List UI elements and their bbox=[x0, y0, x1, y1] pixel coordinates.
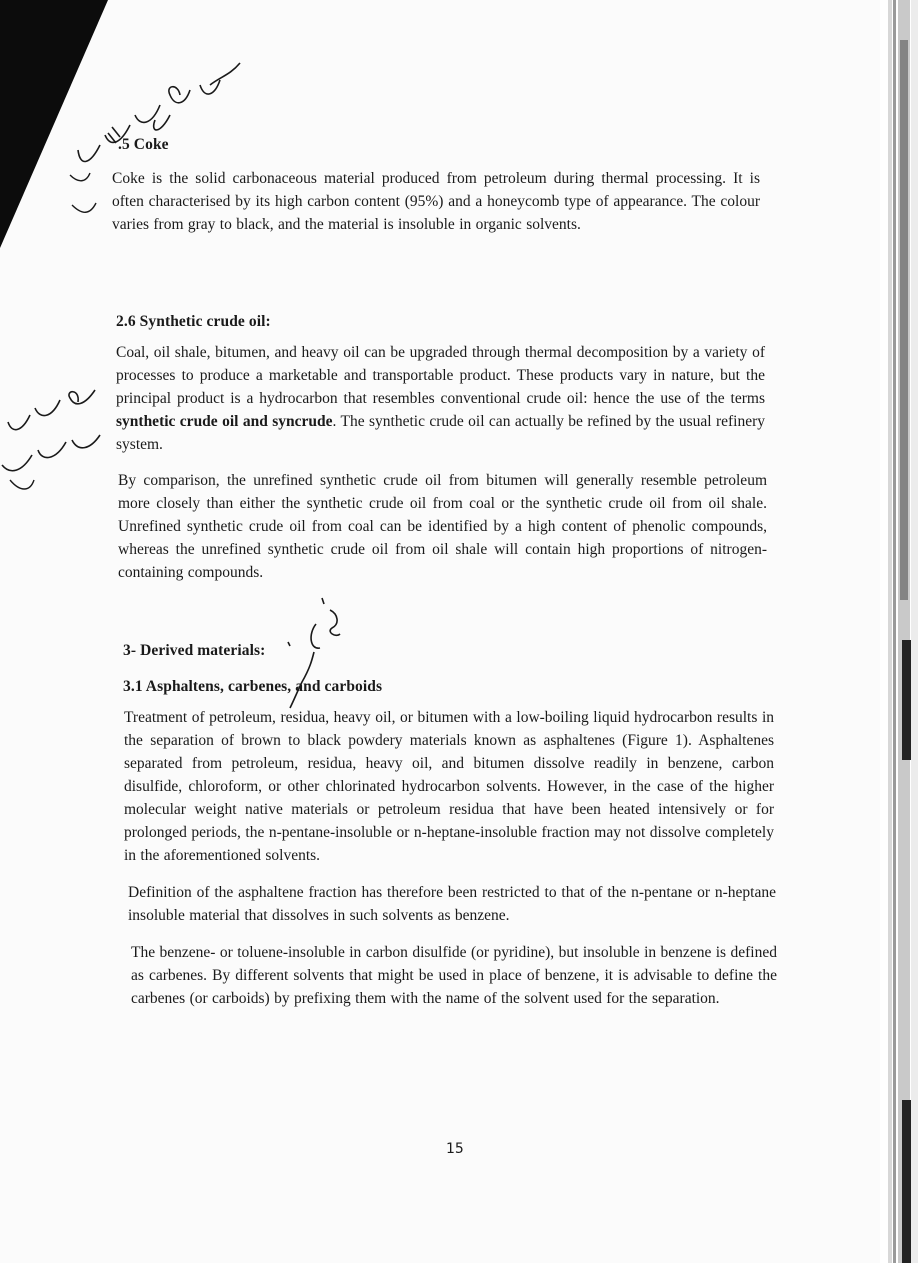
handwritten-note-left bbox=[0, 380, 110, 510]
asphaltenes-paragraph-2: Definition of the asphaltene fraction has therefore been restricted to that of the n-pentane or n-heptane insoluble material that dissolves in such solvents as benzene. bbox=[128, 884, 776, 924]
synthetic-crude-heading: 2.6 Synthetic crude oil: bbox=[116, 313, 271, 330]
synthetic-crude-paragraph-2: By comparison, the unrefined synthetic crude oil from bitumen will generally resemble petroleum more closely than either the synthetic crude oil from coal or the synthetic crude oil from oil shale. Unrefined synthetic crude oil from coal can be identified by a high content of phenolic compounds, whereas the unrefined synthetic crude oil from oil shale will contain high proportions of nitrogen-containing compounds. bbox=[118, 472, 767, 581]
synthetic-crude-paragraph-1 bbox=[116, 341, 765, 456]
asphaltenes-heading: 3.1 Asphaltens, carbenes, and carboids bbox=[123, 678, 383, 695]
coke-paragraph: Coke is the solid carbonaceous material produced from petroleum during thermal processing. It is often characterised by its high carbon content (95%) and a honeycomb type of appearance. The colour varies from gray to black, and the material is insoluble in organic solvents. bbox=[112, 170, 760, 233]
asphaltenes-paragraph-1: Treatment of petroleum, residua, heavy oil, or bitumen with a low-boiling liquid hydrocarbon results in the separation of brown to black powdery materials known as asphaltenes (Figure 1). Asphaltenes separated from petroleum, residua, heavy oil, and bitumen dissolve readily in benzene, carbon disulfide, chloroform, or other chlorinated hydrocarbon solvents. However, in the case of the higher molecular weight native materials or petroleum residua that have been heated intensively or for prolonged periods, the n-pentane-insoluble or n-heptane-insoluble fraction may not dissolve completely in the aforementioned solvents. bbox=[124, 709, 774, 864]
asphaltenes-paragraph-3: The benzene- or toluene-insoluble in carbon disulfide (or pyridine), but insoluble in benzene is defined as carbenes. By different solvents that might be used in place of benzene, it is advisable to define the carbenes (or carboids) by prefixing them with the name of the solvent used for the separation. bbox=[131, 944, 777, 1007]
synthetic-crude-bold-terms: synthetic crude oil and syncrude bbox=[116, 413, 333, 430]
synthetic-crude-text-start: Coal, oil shale, bitumen, and heavy oil can be upgraded through thermal decomposition by a variety of processes to produce a marketable and transportable product. These products vary in nature, but the principal product is a hydrocarbon that resembles conventional crude oil: hence the use of the terms bbox=[116, 344, 765, 407]
coke-heading: .5 Coke bbox=[118, 136, 169, 153]
derived-materials-heading: 3- Derived materials: bbox=[123, 642, 266, 659]
page-number: 15 bbox=[446, 1141, 464, 1157]
synthetic-crude-text-end: . The synthetic crude oil can actually be refined by the usual refinery system. bbox=[116, 413, 765, 453]
